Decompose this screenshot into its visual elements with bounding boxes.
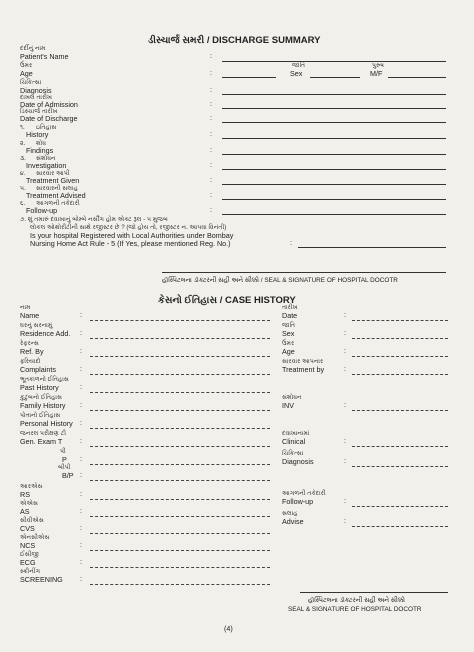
family-history-label-gu: કુટુંબનો ઈતિહાસ: [20, 394, 63, 401]
mf-field[interactable]: [388, 77, 446, 78]
residence-label: Residence Add.: [20, 329, 71, 338]
ecg-label-gu: ઈસીજી: [20, 551, 39, 558]
personal-history-label-gu: પોતાનો ઈતિહાસ: [20, 412, 61, 419]
diagnosis-label-gu: ચિકિત્સા: [282, 450, 304, 457]
sex-label-gu: જાતિ: [282, 322, 296, 329]
ref-by-label: Ref. By: [20, 347, 44, 356]
colon: :: [344, 458, 346, 465]
date-label-gu: તારીખ: [282, 304, 298, 311]
case-diagnosis-label: Diagnosis: [282, 457, 314, 466]
cvs-label: CVS: [20, 524, 35, 533]
pulse-field[interactable]: [90, 464, 270, 465]
admission-date-field[interactable]: [222, 108, 446, 109]
pulse-label-gu: પી: [60, 448, 66, 455]
name-label: Name: [20, 311, 40, 320]
history-field[interactable]: [222, 138, 446, 139]
complaints-label: Complaints: [20, 365, 56, 374]
personal-history-label: Personal History: [20, 419, 73, 428]
case-history-title: કેસનો ઈતિહાસ / CASE HISTORY: [158, 295, 296, 306]
colon: :: [210, 192, 212, 199]
investigation-label: Investigation: [26, 161, 67, 170]
colon: :: [80, 402, 82, 409]
colon: :: [80, 456, 82, 463]
bp-label-gu: બીપી: [58, 464, 71, 471]
diagnosis-field[interactable]: [222, 94, 446, 95]
item-number: ૩.: [20, 155, 26, 162]
rs-label: RS: [20, 490, 30, 499]
page-number: (4): [224, 624, 233, 633]
address-label-gu: ઘરનું સરનામું: [20, 322, 53, 329]
discharge-date-field[interactable]: [222, 122, 446, 123]
inv-label: INV: [282, 401, 294, 410]
case-signature-caption-gu: હૉસ્પિટલના ડૉક્ટરની સહી અને સીક્કો: [308, 597, 406, 604]
gen-exam-label: Gen. Exam T: [20, 437, 63, 446]
cvs-field[interactable]: [90, 533, 270, 534]
case-signature-caption: SEAL & SIGNATURE OF HOSPITAL DOCOTR: [288, 606, 422, 613]
clinical-field[interactable]: [352, 446, 448, 447]
colon: :: [210, 101, 212, 108]
treatment-advised-field[interactable]: [222, 199, 446, 200]
ecg-label: ECG: [20, 558, 36, 567]
investigation-label-gu: સંશોધન: [36, 155, 56, 162]
as-label-gu: એએસ: [20, 500, 39, 507]
colon: :: [80, 542, 82, 549]
colon: :: [344, 366, 346, 373]
bp-field[interactable]: [90, 480, 270, 481]
colon: :: [80, 438, 82, 445]
follow-up-field[interactable]: [222, 214, 446, 215]
gen-exam-t-field[interactable]: [90, 446, 270, 447]
past-history-field[interactable]: [90, 392, 270, 393]
clinical-label: Clinical: [282, 437, 306, 446]
diagnosis-label: Diagnosis: [20, 86, 52, 95]
colon: :: [210, 70, 212, 77]
colon: :: [344, 438, 346, 445]
colon: :: [80, 384, 82, 391]
colon: :: [344, 518, 346, 525]
findings-label: Findings: [26, 146, 54, 155]
registration-number-field[interactable]: [298, 247, 446, 248]
colon: :: [80, 576, 82, 583]
registration-question-2: Nursing Home Act Rule - 5 (If Yes, please mentioned Reg. No.): [30, 239, 231, 248]
admission-label-gu: દાખલ તારીખ: [20, 94, 53, 101]
date-field[interactable]: [352, 320, 448, 321]
colon: :: [210, 177, 212, 184]
colon: :: [80, 472, 82, 479]
diagnosis-label-gu: ચિકિત્સા: [20, 79, 42, 86]
registration-question-gu-1: ૭. શું તમારું દવાખાનું બોમ્બે નર્સીંગ હોમ એક્ટ રૂલ - ૫ મુજબ: [20, 216, 168, 223]
cvs-label-gu: સીવીએસ: [20, 517, 44, 524]
colon: :: [80, 508, 82, 515]
ncs-label-gu: એનસીએસ: [20, 534, 50, 541]
colon: :: [80, 420, 82, 427]
follow-up-label-gu: આગળની તકેદારી: [282, 490, 326, 497]
patient-name-label-gu: દર્દીનું નામ: [20, 45, 46, 52]
colon: :: [290, 240, 292, 247]
name-label-gu: નામ: [20, 304, 31, 311]
treatment-given-label-gu: સારવાર આપી: [36, 170, 70, 177]
case-follow-up-field[interactable]: [352, 506, 448, 507]
mf-label-gu: પુરુષ: [372, 62, 385, 69]
rs-label-gu: આરએસ: [20, 483, 43, 490]
colon: :: [80, 525, 82, 532]
colon: :: [344, 330, 346, 337]
ref-label-gu: રેફરન્સ: [20, 340, 39, 347]
investigation-field[interactable]: [222, 169, 446, 170]
ncs-label: NCS: [20, 541, 36, 550]
case-age-field[interactable]: [352, 356, 448, 357]
case-sex-field[interactable]: [352, 338, 448, 339]
discharge-label-gu: ડિસ્ચાર્જ તારીખ: [20, 108, 58, 115]
gen-exam-label-gu: જનરલ પરીક્ષણ ટી: [20, 430, 67, 437]
name-field[interactable]: [90, 320, 270, 321]
colon: :: [210, 207, 212, 214]
date-label: Date: [282, 311, 298, 320]
screening-field[interactable]: [90, 584, 270, 585]
as-field[interactable]: [90, 516, 270, 517]
colon: :: [80, 491, 82, 498]
case-diagnosis-field[interactable]: [352, 466, 448, 467]
advise-label-gu: સલાહ: [282, 510, 298, 517]
colon: :: [210, 115, 212, 122]
ecg-field[interactable]: [90, 567, 270, 568]
complaints-field[interactable]: [90, 374, 270, 375]
advise-label: Advise: [282, 517, 304, 526]
findings-field[interactable]: [222, 154, 446, 155]
family-history-label: Family History: [20, 401, 66, 410]
age-field[interactable]: [222, 77, 276, 78]
treatment-by-label: Treatment by: [282, 365, 325, 374]
item-number: ૪.: [20, 170, 26, 177]
past-history-label-gu: ભૂતકાળનો ઈતિહાસ: [20, 376, 69, 383]
past-history-label: Past History: [20, 383, 59, 392]
age-label-gu: ઉંમર: [282, 340, 295, 347]
treatment-by-label-gu: સારવાર આપનાર: [282, 358, 324, 365]
colon: :: [344, 348, 346, 355]
colon: :: [210, 147, 212, 154]
colon: :: [344, 498, 346, 505]
age-label: Age: [20, 69, 33, 78]
colon: :: [210, 162, 212, 169]
screening-label-gu: સ્ક્રીનીંગ: [20, 568, 41, 575]
colon: :: [80, 366, 82, 373]
pulse-label: P: [62, 455, 67, 464]
colon: :: [80, 330, 82, 337]
patient-name-field[interactable]: [222, 61, 446, 62]
colon: :: [344, 402, 346, 409]
colon: :: [80, 312, 82, 319]
item-number: ૧.: [20, 124, 25, 131]
clinical-label-gu: દવાખાનામાં: [282, 430, 310, 437]
treatment-given-field[interactable]: [222, 184, 446, 185]
complaints-label-gu: ફરિયાદો: [20, 358, 41, 365]
residence-field[interactable]: [90, 338, 270, 339]
admission-date-label: Date of Admission: [20, 100, 78, 109]
history-label-gu: ઇતિહાસ: [36, 124, 57, 131]
treatment-advised-label-gu: સારવારની સલાહ: [36, 185, 78, 192]
colon: :: [210, 131, 212, 138]
colon: :: [210, 53, 212, 60]
case-signature-line[interactable]: [300, 592, 448, 593]
inv-field[interactable]: [352, 410, 448, 411]
bp-label: B/P: [62, 471, 74, 480]
advise-field[interactable]: [352, 526, 448, 527]
inv-label-gu: સંશોધન: [282, 394, 302, 401]
sex-label-gu: જાતિ: [292, 62, 306, 69]
follow-up-label-gu: આગળની તકેદારી: [36, 200, 80, 207]
findings-label-gu: શોધ: [36, 140, 47, 147]
item-number: ૫.: [20, 185, 26, 192]
colon: :: [344, 312, 346, 319]
treatment-by-field[interactable]: [352, 374, 448, 375]
personal-history-field[interactable]: [90, 428, 270, 429]
item-number: ૬.: [20, 200, 26, 207]
family-history-field[interactable]: [90, 410, 270, 411]
follow-up-label: Follow-up: [26, 206, 58, 215]
history-label: History: [26, 130, 49, 139]
as-label: AS: [20, 507, 30, 516]
case-follow-up-label: Follow-up: [282, 497, 314, 506]
ref-by-field[interactable]: [90, 356, 270, 357]
ncs-field[interactable]: [90, 550, 270, 551]
treatment-given-label: Treatment Given: [26, 176, 80, 185]
registration-question-gu-2: લોકલ ઓથોરીટીની સાથે રજીસ્ટર છે ? (જો હોય તો, રજીસ્ટર ન. આપવા વિનંતી): [30, 224, 227, 231]
patient-name-label: Patient's Name: [20, 52, 69, 61]
discharge-summary-title: ડીસ્ચાર્જ સમરી / DISCHARGE SUMMARY: [148, 35, 321, 46]
colon: :: [210, 87, 212, 94]
discharge-date-label: Date of Discharge: [20, 114, 78, 123]
treatment-advised-label: Treatment Advised: [26, 191, 86, 200]
discharge-signature-caption: હૉસ્પિટલના ડૉક્ટરની સહી અને સીક્કો / SEAL & SIGNATURE OF HOSPITAL DOCOTR: [162, 277, 398, 284]
discharge-signature-line[interactable]: [162, 272, 446, 273]
item-number: ૨.: [20, 140, 26, 147]
colon: :: [80, 348, 82, 355]
mf-label: M/F: [370, 69, 383, 78]
registration-question-1: Is your hospital Registered with Local Authorities under Bombay: [30, 231, 234, 240]
case-age-label: Age: [282, 347, 295, 356]
screening-label: SCREENING: [20, 575, 63, 584]
sex-label: Sex: [290, 69, 303, 78]
rs-field[interactable]: [90, 499, 270, 500]
age-label-gu: ઉંમર: [20, 62, 33, 69]
sex-field[interactable]: [310, 77, 360, 78]
colon: :: [80, 559, 82, 566]
case-sex-label: Sex: [282, 329, 295, 338]
